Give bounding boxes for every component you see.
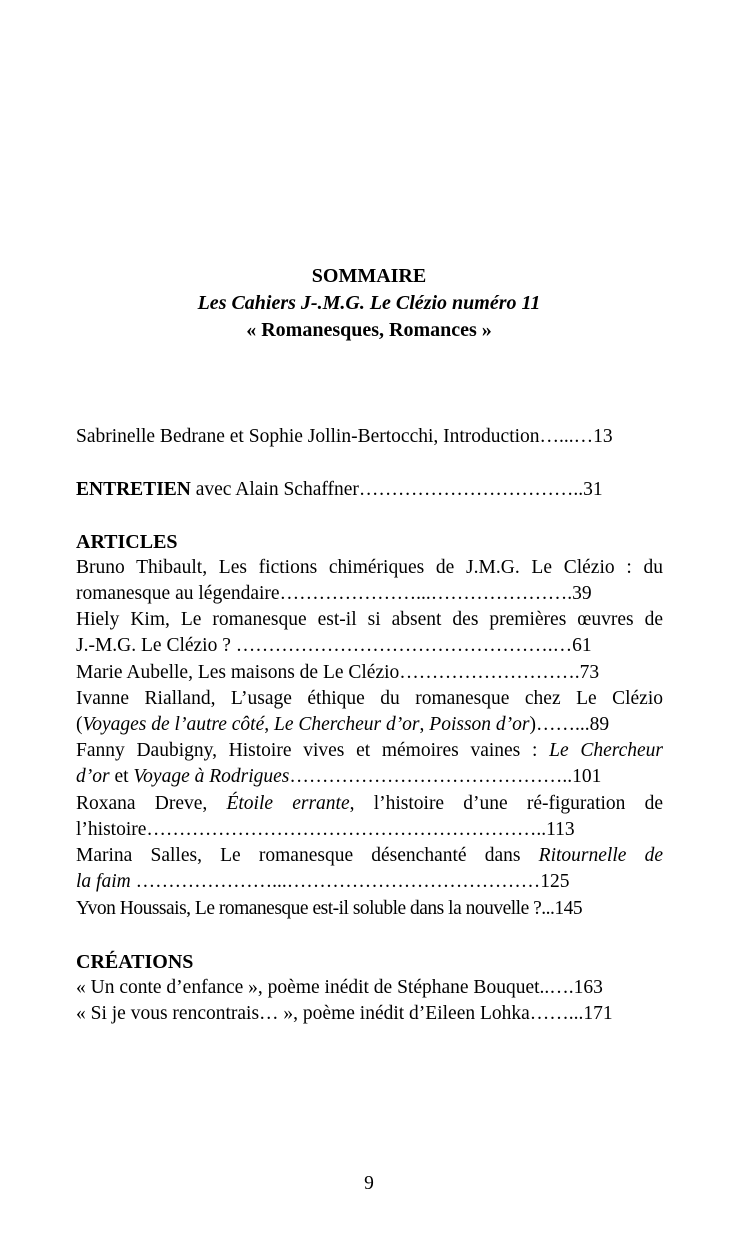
toc-entry-daubigny-line1: [76, 738, 663, 764]
text-segment: Fanny Daubigny, Histoire vives et mémoires vaines :: [76, 740, 550, 761]
toc-entry-bouquet: « Un conte d’enfance », poème inédit de Stéphane Bouquet..….163: [76, 977, 603, 998]
text-segment: Roxana Dreve,: [76, 793, 227, 814]
toc-entry-kim-line1: Hiely Kim, Le romanesque est-il si absent des premières œuvres de: [76, 609, 663, 630]
text-segment: ……………………………………..101: [289, 766, 602, 787]
issue-theme: « Romanesques, Romances »: [246, 319, 492, 341]
text-segment: Marina Salles, Le romanesque désenchanté dans: [76, 845, 539, 866]
toc-entry-kim-line2: J.-M.G. Le Clézio ? ………………………………………….…61: [76, 635, 592, 656]
section-label-entretien: ENTRETIEN: [76, 479, 191, 500]
book-title: la faim: [76, 871, 131, 892]
section-heading-articles: ARTICLES: [76, 531, 178, 553]
entretien-text: avec Alain Schaffner……………………………..31: [190, 479, 603, 500]
toc-entry-rialland-line2: [76, 712, 663, 738]
toc-entry-thibault-line1: Bruno Thibault, Les fictions chimériques de J.M.G. Le Clézio : du: [76, 557, 663, 578]
text-segment: …………………...…………………………………125: [130, 871, 570, 892]
toc-entry-rialland-line1: Ivanne Rialland, L’usage éthique du romanesque chez Le Clézio: [76, 688, 663, 709]
toc-entry-introduction: Sabrinelle Bedrane et Sophie Jollin-Bertocchi, Introduction…...…13: [76, 426, 613, 447]
text-segment: (: [76, 714, 83, 735]
section-heading-creations: CRÉATIONS: [76, 951, 194, 973]
text-segment: et: [109, 766, 134, 787]
book-title: Voyage à Rodrigues: [133, 766, 290, 787]
book-title: Poisson d’or: [429, 714, 530, 735]
page-number: 9: [364, 1173, 374, 1194]
text-segment: ,: [264, 714, 275, 735]
toc-entry-thibault-line2: romanesque au légendaire…………………...………………….39: [76, 583, 592, 604]
toc-entry-dreve-line2: l’histoire……………………………………………………..113: [76, 819, 575, 840]
toc-entry-aubelle: Marie Aubelle, Les maisons de Le Clézio……………………….73: [76, 662, 600, 683]
text-segment: )……...89: [529, 714, 610, 735]
book-title: Ritournelle de: [538, 845, 663, 866]
toc-entry-entretien: [76, 477, 663, 503]
journal-subtitle: Les Cahiers J-.M.G. Le Clézio numéro 11: [197, 292, 541, 314]
text-segment: , l’histoire d’une ré-figuration de: [349, 793, 663, 814]
page-title: SOMMAIRE: [311, 265, 427, 287]
toc-entry-salles-line1: [76, 843, 663, 869]
text-segment: ,: [419, 714, 430, 735]
book-title: Le Chercheur d’or: [274, 714, 420, 735]
book-title: Étoile errante: [226, 793, 350, 814]
book-title: d’or: [76, 766, 110, 787]
toc-entry-dreve-line1: [76, 791, 663, 817]
toc-entry-lohka: « Si je vous rencontrais… », poème inédit d’Eileen Lohka……...171: [76, 1003, 613, 1024]
toc-entry-houssais: Yvon Houssais, Le romanesque est-il soluble dans la nouvelle ?...145: [76, 898, 583, 919]
toc-entry-daubigny-line2: [76, 764, 663, 790]
book-title: Le Chercheur: [549, 740, 663, 761]
book-title: Voyages de l’autre côté: [82, 714, 265, 735]
toc-entry-salles-line2: [76, 869, 663, 895]
